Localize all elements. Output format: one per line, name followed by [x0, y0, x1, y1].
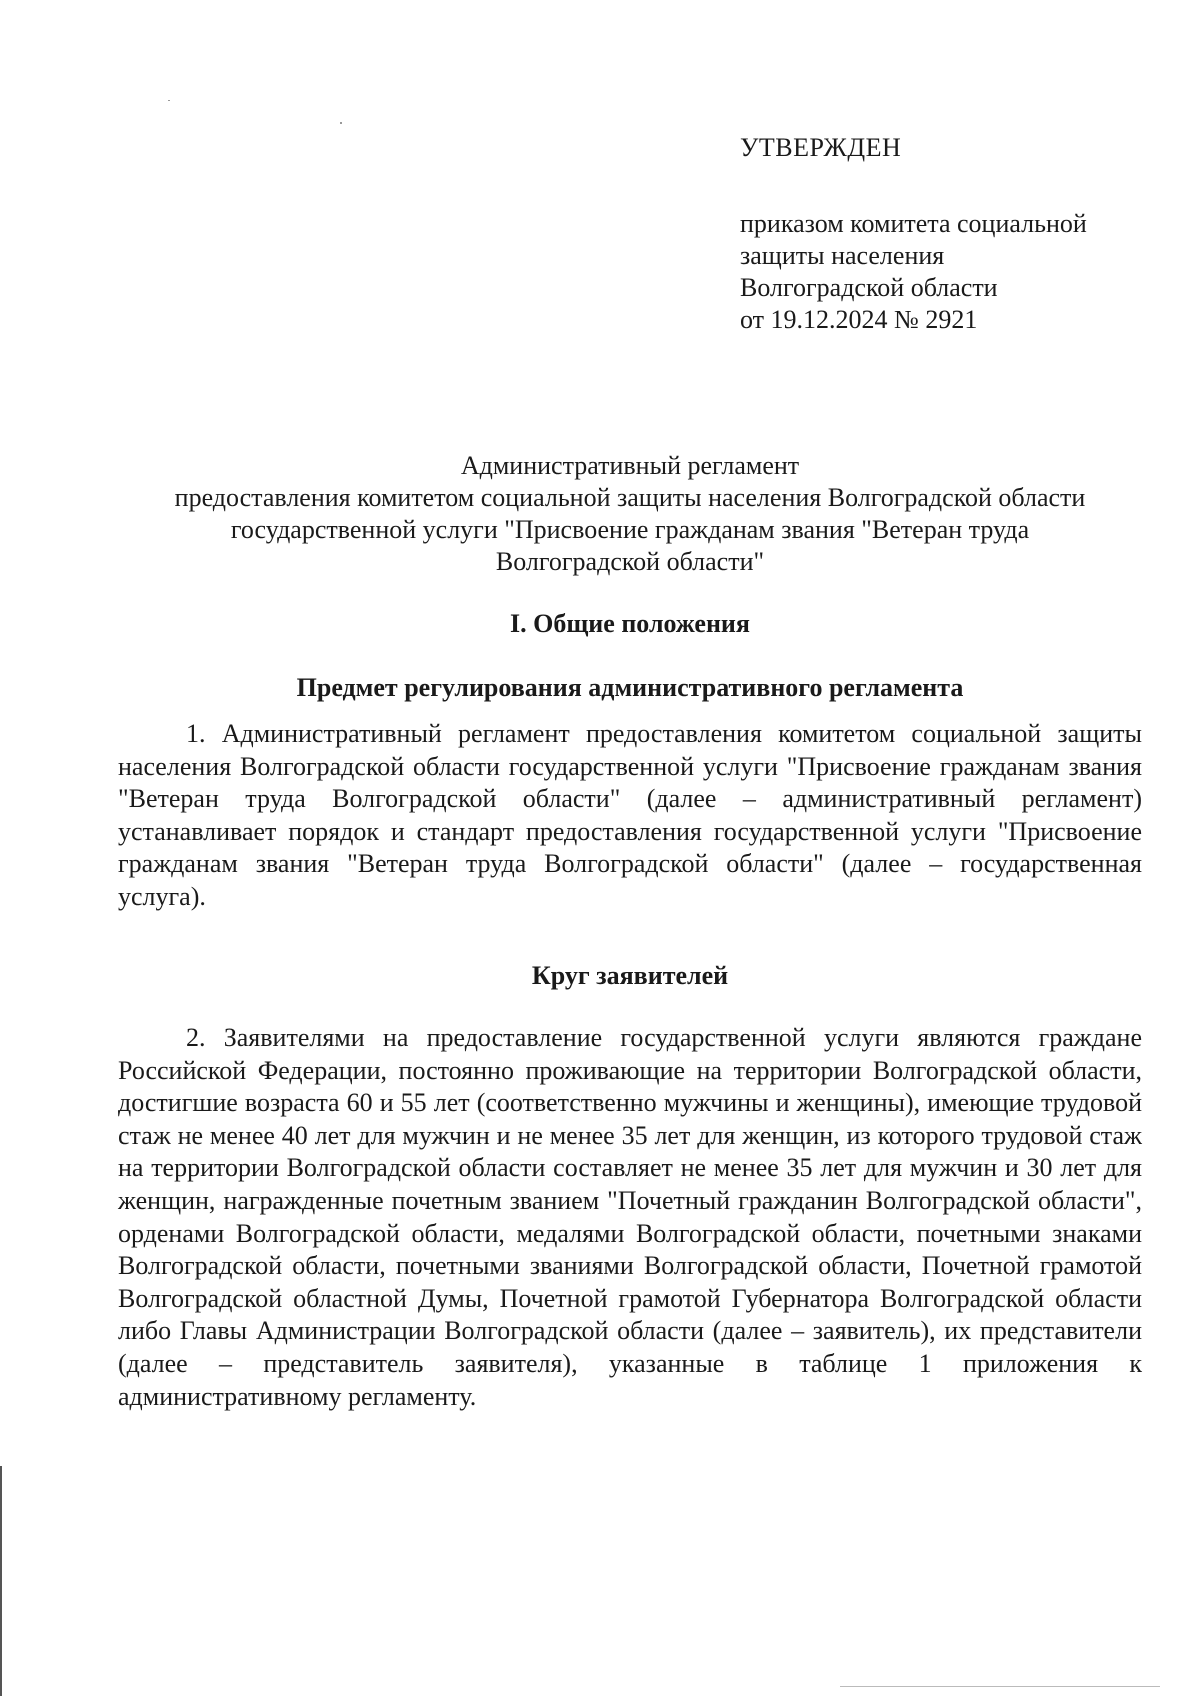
scan-speck	[340, 122, 342, 124]
title-line-3: государственной услуги "Присвоение гражданам звания "Ветеран труда	[230, 515, 1030, 544]
title-line-4: Волгоградской области"	[495, 547, 765, 576]
subheading-applicants: Круг заявителей	[531, 961, 729, 990]
approval-stamp-block	[740, 132, 1160, 336]
approval-order-line-2: защиты населения	[740, 241, 945, 270]
section-heading-general: I. Общие положения	[510, 609, 750, 638]
paragraph-1: 1. Административный регламент предоставления комитетом социальной защиты населения Волгоградской области государственной услуги "Присвоение гражданам звания "Ветеран труда Волгоградской области" (далее – административный регламент) устанавливает порядок и стандарт предоставления государственной услуги "Присвоение гражданам звания "Ветеран труда Волгоградской области" (далее – государственная услуга).	[118, 719, 1142, 911]
approved-label: УТВЕРЖДЕН	[740, 133, 902, 162]
approval-order-date-number: от 19.12.2024 № 2921	[740, 305, 978, 334]
approval-order-line-3: Волгоградской области	[740, 273, 998, 302]
title-line-1: Административный регламент	[460, 451, 800, 480]
approval-order-line-1: приказом комитета социальной	[740, 209, 1087, 238]
paragraph-2: 2. Заявителями на предоставление государственной услуги являются граждане Российской Федерации, постоянно проживающие на территории Волгоградской области, достигшие возраста 60 и 55 лет (соответственно мужчины и женщины), имеющие трудовой стаж не менее 40 лет для мужчин и не менее 35 лет для женщин, из которого трудовой стаж на территории Волгоградской области составляет не менее 35 лет для мужчин и 30 лет для женщин, награжденные почетным званием "Почетный гражданин Волгоградской области", орденами Волгоградской области, медалями Волгоградской области, почетными знаками Волгоградской области, почетными званиями Волгоградской области, Почетной грамотой Волгоградской областной Думы, Почетной грамотой Губернатора Волгоградской области либо Главы Администрации Волгоградской области (далее – заявитель), их представители (далее – представитель заявителя), указанные в таблице 1 приложения к административному регламенту.	[118, 1023, 1142, 1411]
scan-bottom-line	[840, 1686, 1160, 1687]
title-line-2: предоставления комитетом социальной защиты населения Волгоградской области	[174, 483, 1086, 512]
document-title	[110, 450, 1150, 578]
subheading-subject: Предмет регулирования административного регламента	[296, 673, 964, 702]
scan-speck	[168, 100, 170, 101]
scan-edge-line	[0, 1466, 2, 1696]
